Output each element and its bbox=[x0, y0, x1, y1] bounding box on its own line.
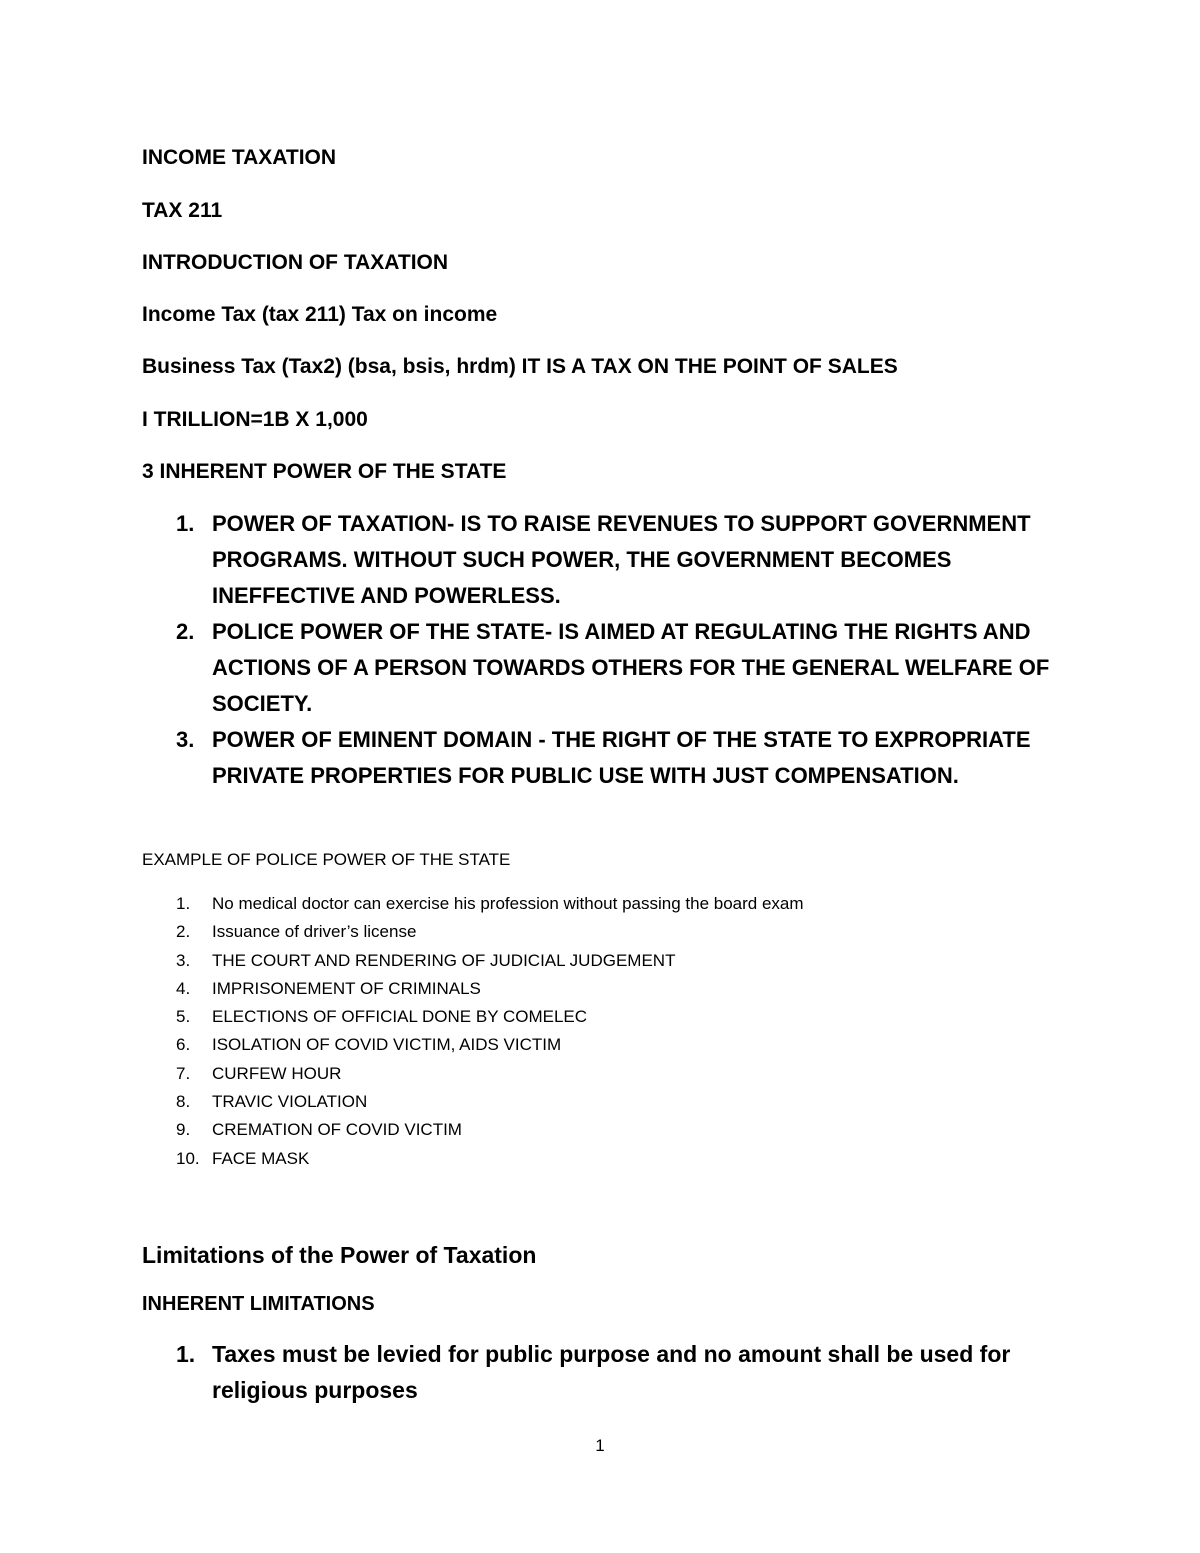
list-number: 8. bbox=[176, 1092, 191, 1112]
list-item-text: THE COURT AND RENDERING OF JUDICIAL JUDGEMENT bbox=[212, 950, 676, 970]
list-item bbox=[142, 722, 1082, 794]
section-title: INTRODUCTION OF TAXATION bbox=[142, 251, 449, 274]
list-item-text: CURFEW HOUR bbox=[212, 1063, 342, 1083]
list-item-text: CREMATION OF COVID VICTIM bbox=[212, 1120, 462, 1140]
list-item bbox=[142, 975, 1042, 1003]
list-number: 1. bbox=[176, 1341, 196, 1367]
list-number: 3. bbox=[176, 727, 195, 752]
list-number: 3. bbox=[176, 950, 191, 970]
list-item bbox=[142, 506, 1082, 614]
course-code: TAX 211 bbox=[142, 199, 223, 222]
inherent-powers-list bbox=[142, 506, 1082, 794]
list-number: 4. bbox=[176, 978, 191, 998]
document-title: INCOME TAXATION bbox=[142, 146, 337, 169]
police-power-examples-list bbox=[142, 890, 1042, 1173]
list-item-text: Issuance of driver’s license bbox=[212, 922, 417, 942]
list-number: 6. bbox=[176, 1035, 191, 1055]
business-tax-line: Business Tax (Tax2) (bsa, bsis, hrdm) IT IS A TAX ON THE POINT OF SALES bbox=[142, 355, 898, 378]
list-item bbox=[142, 890, 1042, 918]
list-item bbox=[142, 614, 1082, 722]
list-item-text: POWER OF EMINENT DOMAIN - THE RIGHT OF THE STATE TO EXPROPRIATE PRIVATE PROPERTIES FOR PUBLIC USE WITH JUST COMPENSATION. bbox=[212, 727, 1031, 788]
list-item bbox=[142, 1003, 1042, 1031]
list-item-text: IMPRISONEMENT OF CRIMINALS bbox=[212, 978, 481, 998]
page-number: 1 bbox=[595, 1436, 605, 1455]
list-item-text: No medical doctor can exercise his profession without passing the board exam bbox=[212, 894, 804, 913]
list-item-text: TRAVIC VIOLATION bbox=[212, 1092, 368, 1112]
list-item bbox=[142, 1031, 1042, 1059]
list-number: 9. bbox=[176, 1120, 191, 1140]
inherent-limitations-heading: INHERENT LIMITATIONS bbox=[142, 1293, 375, 1315]
list-item-text: ELECTIONS OF OFFICIAL DONE BY COMELEC bbox=[212, 1007, 588, 1027]
list-item-text: ISOLATION OF COVID VICTIM, AIDS VICTIM bbox=[212, 1035, 562, 1055]
list-item bbox=[142, 1088, 1042, 1116]
list-item bbox=[142, 1336, 1102, 1408]
list-number: 10. bbox=[176, 1148, 200, 1168]
list-item bbox=[142, 1145, 1042, 1173]
list-number: 2. bbox=[176, 619, 195, 644]
trillion-line: I TRILLION=1B X 1,000 bbox=[142, 408, 368, 431]
list-item-text: POLICE POWER OF THE STATE- IS AIMED AT REGULATING THE RIGHTS AND ACTIONS OF A PERSON TOWARDS OTHERS FOR THE GENERAL WELFARE OF SOCIETY. bbox=[212, 619, 1050, 716]
income-tax-line: Income Tax (tax 211) Tax on income bbox=[142, 303, 498, 326]
list-number: 2. bbox=[176, 922, 191, 942]
list-number: 7. bbox=[176, 1063, 191, 1083]
list-item bbox=[142, 918, 1042, 946]
limitations-heading: Limitations of the Power of Taxation bbox=[142, 1242, 537, 1268]
list-item bbox=[142, 1116, 1042, 1144]
inherent-power-heading: 3 INHERENT POWER OF THE STATE bbox=[142, 460, 507, 483]
list-item-text: FACE MASK bbox=[212, 1148, 310, 1168]
list-number: 1. bbox=[176, 511, 195, 536]
list-number: 5. bbox=[176, 1007, 191, 1027]
list-item-text: POWER OF TAXATION- IS TO RAISE REVENUES TO SUPPORT GOVERNMENT PROGRAMS. WITHOUT SUCH POWER, THE GOVERNMENT BECOMES INEFFECTIVE AND POWERLESS. bbox=[212, 511, 1031, 608]
inherent-limitations-list bbox=[142, 1336, 1102, 1408]
list-item bbox=[142, 1060, 1042, 1088]
list-item bbox=[142, 947, 1042, 975]
list-item-text: Taxes must be levied for public purpose and no amount shall be used for religious purposes bbox=[212, 1341, 1011, 1403]
list-number: 1. bbox=[176, 894, 191, 913]
example-heading: EXAMPLE OF POLICE POWER OF THE STATE bbox=[142, 850, 511, 869]
